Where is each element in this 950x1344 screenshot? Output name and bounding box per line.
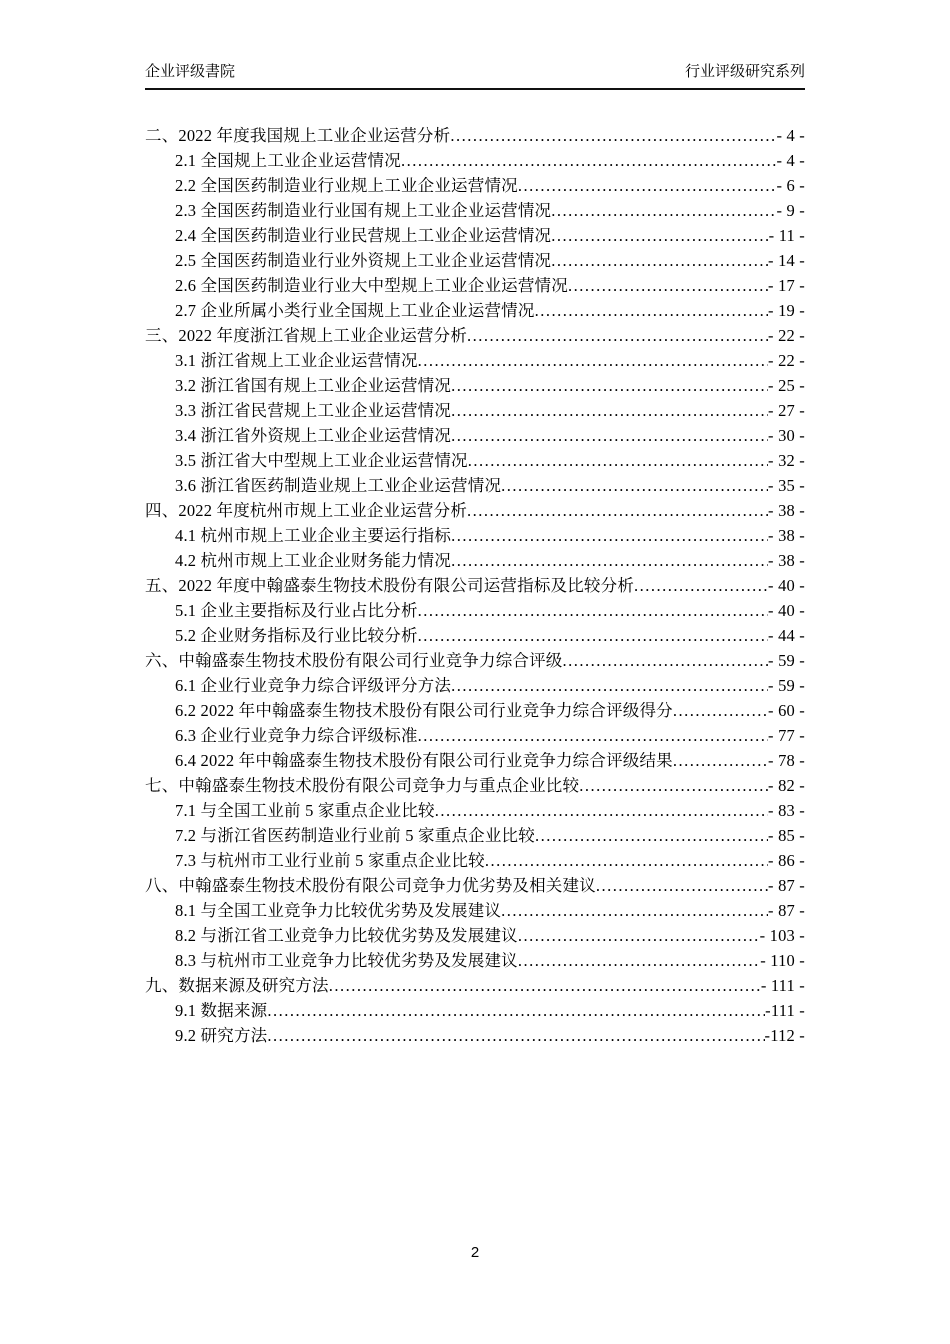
toc-entry-page: -112 -: [764, 1026, 805, 1045]
toc-entry[interactable]: [145, 723, 805, 748]
toc-entry-page: - 19 -: [768, 301, 805, 320]
toc-entry-page: - 35 -: [768, 476, 805, 495]
toc-entry-title: 9.1 数据来源: [175, 1001, 268, 1020]
dot-leader: [467, 323, 768, 348]
dot-leader: [267, 998, 765, 1023]
toc-entry-title: 2.1 全国规上工业企业运营情况: [175, 151, 401, 170]
toc-entry-page: - 87 -: [768, 876, 805, 895]
toc-entry-title: 五、2022 年度中翰盛泰生物技术股份有限公司运营指标及比较分析: [145, 576, 635, 595]
toc-entry[interactable]: [145, 148, 805, 173]
toc-entry-title: 2.6 全国医药制造业行业大中型规上工业企业运营情况: [175, 276, 568, 295]
toc-entry[interactable]: [145, 523, 805, 548]
dot-leader: [634, 573, 768, 598]
toc-entry[interactable]: [145, 323, 805, 348]
header-left-title: 企业评级書院: [145, 63, 236, 80]
dot-leader: [267, 1023, 764, 1048]
dot-leader: [551, 198, 776, 223]
toc-entry-title: 2.7 企业所属小类行业全国规上工业企业运营情况: [175, 301, 535, 320]
dot-leader: [535, 298, 768, 323]
toc-entry-page: - 85 -: [768, 826, 805, 845]
toc-entry-title: 4.1 杭州市规上工业企业主要运行指标: [175, 526, 452, 545]
dot-leader: [518, 948, 760, 973]
toc-entry-title: 2.4 全国医药制造业行业民营规上工业企业运营情况: [175, 226, 552, 245]
toc-entry[interactable]: [145, 673, 805, 698]
toc-entry[interactable]: [145, 773, 805, 798]
toc-entry-page: - 83 -: [768, 801, 805, 820]
toc-entry-page: - 82 -: [768, 776, 805, 795]
toc-entry[interactable]: [145, 173, 805, 198]
dot-leader: [563, 648, 769, 673]
dot-leader: [451, 398, 768, 423]
dot-leader: [485, 848, 768, 873]
toc-entry-title: 二、2022 年度我国规上工业企业运营分析: [145, 126, 451, 145]
toc-entry[interactable]: [145, 748, 805, 773]
toc-entry-title: 3.3 浙江省民营规上工业企业运营情况: [175, 401, 452, 420]
toc-entry-title: 六、中翰盛泰生物技术股份有限公司行业竞争力综合评级: [145, 651, 563, 670]
dot-leader: [451, 673, 768, 698]
dot-leader: [568, 273, 768, 298]
toc-entry[interactable]: [145, 848, 805, 873]
toc-entry[interactable]: [145, 548, 805, 573]
toc-entry[interactable]: [145, 823, 805, 848]
toc-entry-title: 6.2 2022 年中翰盛泰生物技术股份有限公司行业竞争力综合评级得分: [175, 701, 673, 720]
toc-entry[interactable]: [145, 798, 805, 823]
toc-entry[interactable]: [145, 648, 805, 673]
toc-entry-title: 9.2 研究方法: [175, 1026, 268, 1045]
toc-entry[interactable]: [145, 298, 805, 323]
dot-leader: [451, 373, 768, 398]
dot-leader: [551, 223, 768, 248]
dot-leader: [451, 548, 768, 573]
toc-entry-page: - 4 -: [776, 151, 805, 170]
page-footer: [0, 1244, 950, 1261]
toc-entry-page: - 25 -: [768, 376, 805, 395]
toc-entry[interactable]: [145, 948, 805, 973]
dot-leader: [401, 148, 777, 173]
toc-entry-page: - 17 -: [768, 276, 805, 295]
toc-entry-page: - 59 -: [768, 676, 805, 695]
toc-entry-title: 2.5 全国医药制造业行业外资规上工业企业运营情况: [175, 251, 552, 270]
toc-entry-page: -111 -: [765, 1001, 805, 1020]
toc-entry[interactable]: [145, 1023, 805, 1048]
toc-entry-page: - 9 -: [776, 201, 805, 220]
toc-entry-page: - 44 -: [768, 626, 805, 645]
dot-leader: [451, 523, 768, 548]
toc-entry[interactable]: [145, 198, 805, 223]
toc-entry-title: 九、数据来源及研究方法: [145, 976, 329, 995]
toc-entry-title: 5.1 企业主要指标及行业占比分析: [175, 601, 418, 620]
dot-leader: [551, 248, 768, 273]
toc-entry-page: - 78 -: [768, 751, 805, 770]
toc-entry-page: - 40 -: [768, 601, 805, 620]
dot-leader: [467, 498, 768, 523]
dot-leader: [418, 723, 768, 748]
toc-entry-page: - 38 -: [768, 526, 805, 545]
toc-entry[interactable]: [145, 123, 805, 148]
toc-entry[interactable]: [145, 998, 805, 1023]
toc-entry-title: 6.4 2022 年中翰盛泰生物技术股份有限公司行业竞争力综合评级结果: [175, 751, 673, 770]
toc-entry-page: - 87 -: [768, 901, 805, 920]
dot-leader: [501, 473, 768, 498]
toc-entry[interactable]: [145, 423, 805, 448]
toc-entry-page: - 14 -: [768, 251, 805, 270]
toc-entry-title: 3.5 浙江省大中型规上工业企业运营情况: [175, 451, 468, 470]
toc-entry-title: 7.3 与杭州市工业行业前 5 家重点企业比较: [175, 851, 485, 870]
toc-entry[interactable]: [145, 473, 805, 498]
dot-leader: [468, 448, 768, 473]
toc-entry-title: 4.2 杭州市规上工业企业财务能力情况: [175, 551, 452, 570]
toc-entry-page: - 103 -: [759, 926, 805, 945]
toc-entry-page: - 110 -: [760, 951, 805, 970]
toc-entry-title: 2.2 全国医药制造业行业规上工业企业运营情况: [175, 176, 518, 195]
toc-entry-title: 2.3 全国医药制造业行业国有规上工业企业运营情况: [175, 201, 552, 220]
dot-leader: [673, 748, 768, 773]
toc-entry-page: - 11 -: [768, 226, 805, 245]
toc-entry-title: 四、2022 年度杭州市规上工业企业运营分析: [145, 501, 468, 520]
toc-entry[interactable]: [145, 898, 805, 923]
toc-entry[interactable]: [145, 223, 805, 248]
toc-entry[interactable]: [145, 498, 805, 523]
dot-leader: [418, 348, 768, 373]
toc-entry-title: 7.2 与浙江省医药制造业行业前 5 家重点企业比较: [175, 826, 535, 845]
toc-entry-page: - 59 -: [768, 651, 805, 670]
toc-entry-page: - 22 -: [768, 326, 805, 345]
toc-entry[interactable]: [145, 398, 805, 423]
toc-entry-title: 6.1 企业行业竞争力综合评级评分方法: [175, 676, 452, 695]
toc-entry-page: - 60 -: [768, 701, 805, 720]
toc-entry-page: - 32 -: [768, 451, 805, 470]
toc-list: [145, 123, 805, 1048]
header-right-title: 行业评级研究系列: [684, 63, 805, 80]
toc-entry[interactable]: [145, 273, 805, 298]
toc-entry-page: - 38 -: [768, 501, 805, 520]
toc-entry-title: 8.3 与杭州市工业竞争力比较优劣势及发展建议: [175, 951, 518, 970]
dot-leader: [518, 923, 760, 948]
toc-entry-page: - 86 -: [768, 851, 805, 870]
dot-leader: [435, 798, 768, 823]
page-header: [145, 60, 805, 90]
toc-entry[interactable]: [145, 573, 805, 598]
toc-entry[interactable]: [145, 373, 805, 398]
toc-entry-title: 7.1 与全国工业前 5 家重点企业比较: [175, 801, 435, 820]
toc-entry-title: 3.4 浙江省外资规上工业企业运营情况: [175, 426, 452, 445]
toc-entry-title: 3.1 浙江省规上工业企业运营情况: [175, 351, 418, 370]
toc-entry-title: 5.2 企业财务指标及行业比较分析: [175, 626, 418, 645]
toc-entry-title: 3.6 浙江省医药制造业规上工业企业运营情况: [175, 476, 502, 495]
toc-entry[interactable]: [145, 348, 805, 373]
dot-leader: [518, 173, 777, 198]
dot-leader: [418, 623, 768, 648]
toc-entry[interactable]: [145, 448, 805, 473]
toc-entry[interactable]: [145, 598, 805, 623]
toc-entry-page: - 27 -: [768, 401, 805, 420]
toc-entry-title: 8.2 与浙江省工业竞争力比较优劣势及发展建议: [175, 926, 518, 945]
toc-entry-page: - 38 -: [768, 551, 805, 570]
dot-leader: [501, 898, 768, 923]
toc-entry-page: - 40 -: [768, 576, 805, 595]
dot-leader: [579, 773, 768, 798]
toc-entry-page: - 6 -: [776, 176, 805, 195]
dot-leader: [596, 873, 768, 898]
toc-entry-title: 三、2022 年度浙江省规上工业企业运营分析: [145, 326, 468, 345]
toc-entry-page: - 77 -: [768, 726, 805, 745]
page-number: 2: [470, 1244, 480, 1261]
toc-entry[interactable]: [145, 973, 805, 998]
toc-entry-page: - 22 -: [768, 351, 805, 370]
toc-entry-page: - 30 -: [768, 426, 805, 445]
toc-entry-title: 3.2 浙江省国有规上工业企业运营情况: [175, 376, 452, 395]
dot-leader: [451, 423, 768, 448]
dot-leader: [329, 973, 761, 998]
toc-entry-page: - 4 -: [776, 126, 805, 145]
toc-entry[interactable]: [145, 248, 805, 273]
toc-entry-title: 八、中翰盛泰生物技术股份有限公司竞争力优劣势及相关建议: [145, 876, 596, 895]
toc-entry-page: - 111 -: [760, 976, 805, 995]
dot-leader: [535, 823, 768, 848]
toc-entry[interactable]: [145, 698, 805, 723]
toc-entry-title: 七、中翰盛泰生物技术股份有限公司竞争力与重点企业比较: [145, 776, 580, 795]
toc-entry-title: 6.3 企业行业竞争力综合评级标准: [175, 726, 418, 745]
toc-entry-title: 8.1 与全国工业竞争力比较优劣势及发展建议: [175, 901, 502, 920]
dot-leader: [450, 123, 776, 148]
toc-entry[interactable]: [145, 623, 805, 648]
toc-entry[interactable]: [145, 873, 805, 898]
dot-leader: [418, 598, 768, 623]
dot-leader: [673, 698, 768, 723]
toc-entry[interactable]: [145, 923, 805, 948]
